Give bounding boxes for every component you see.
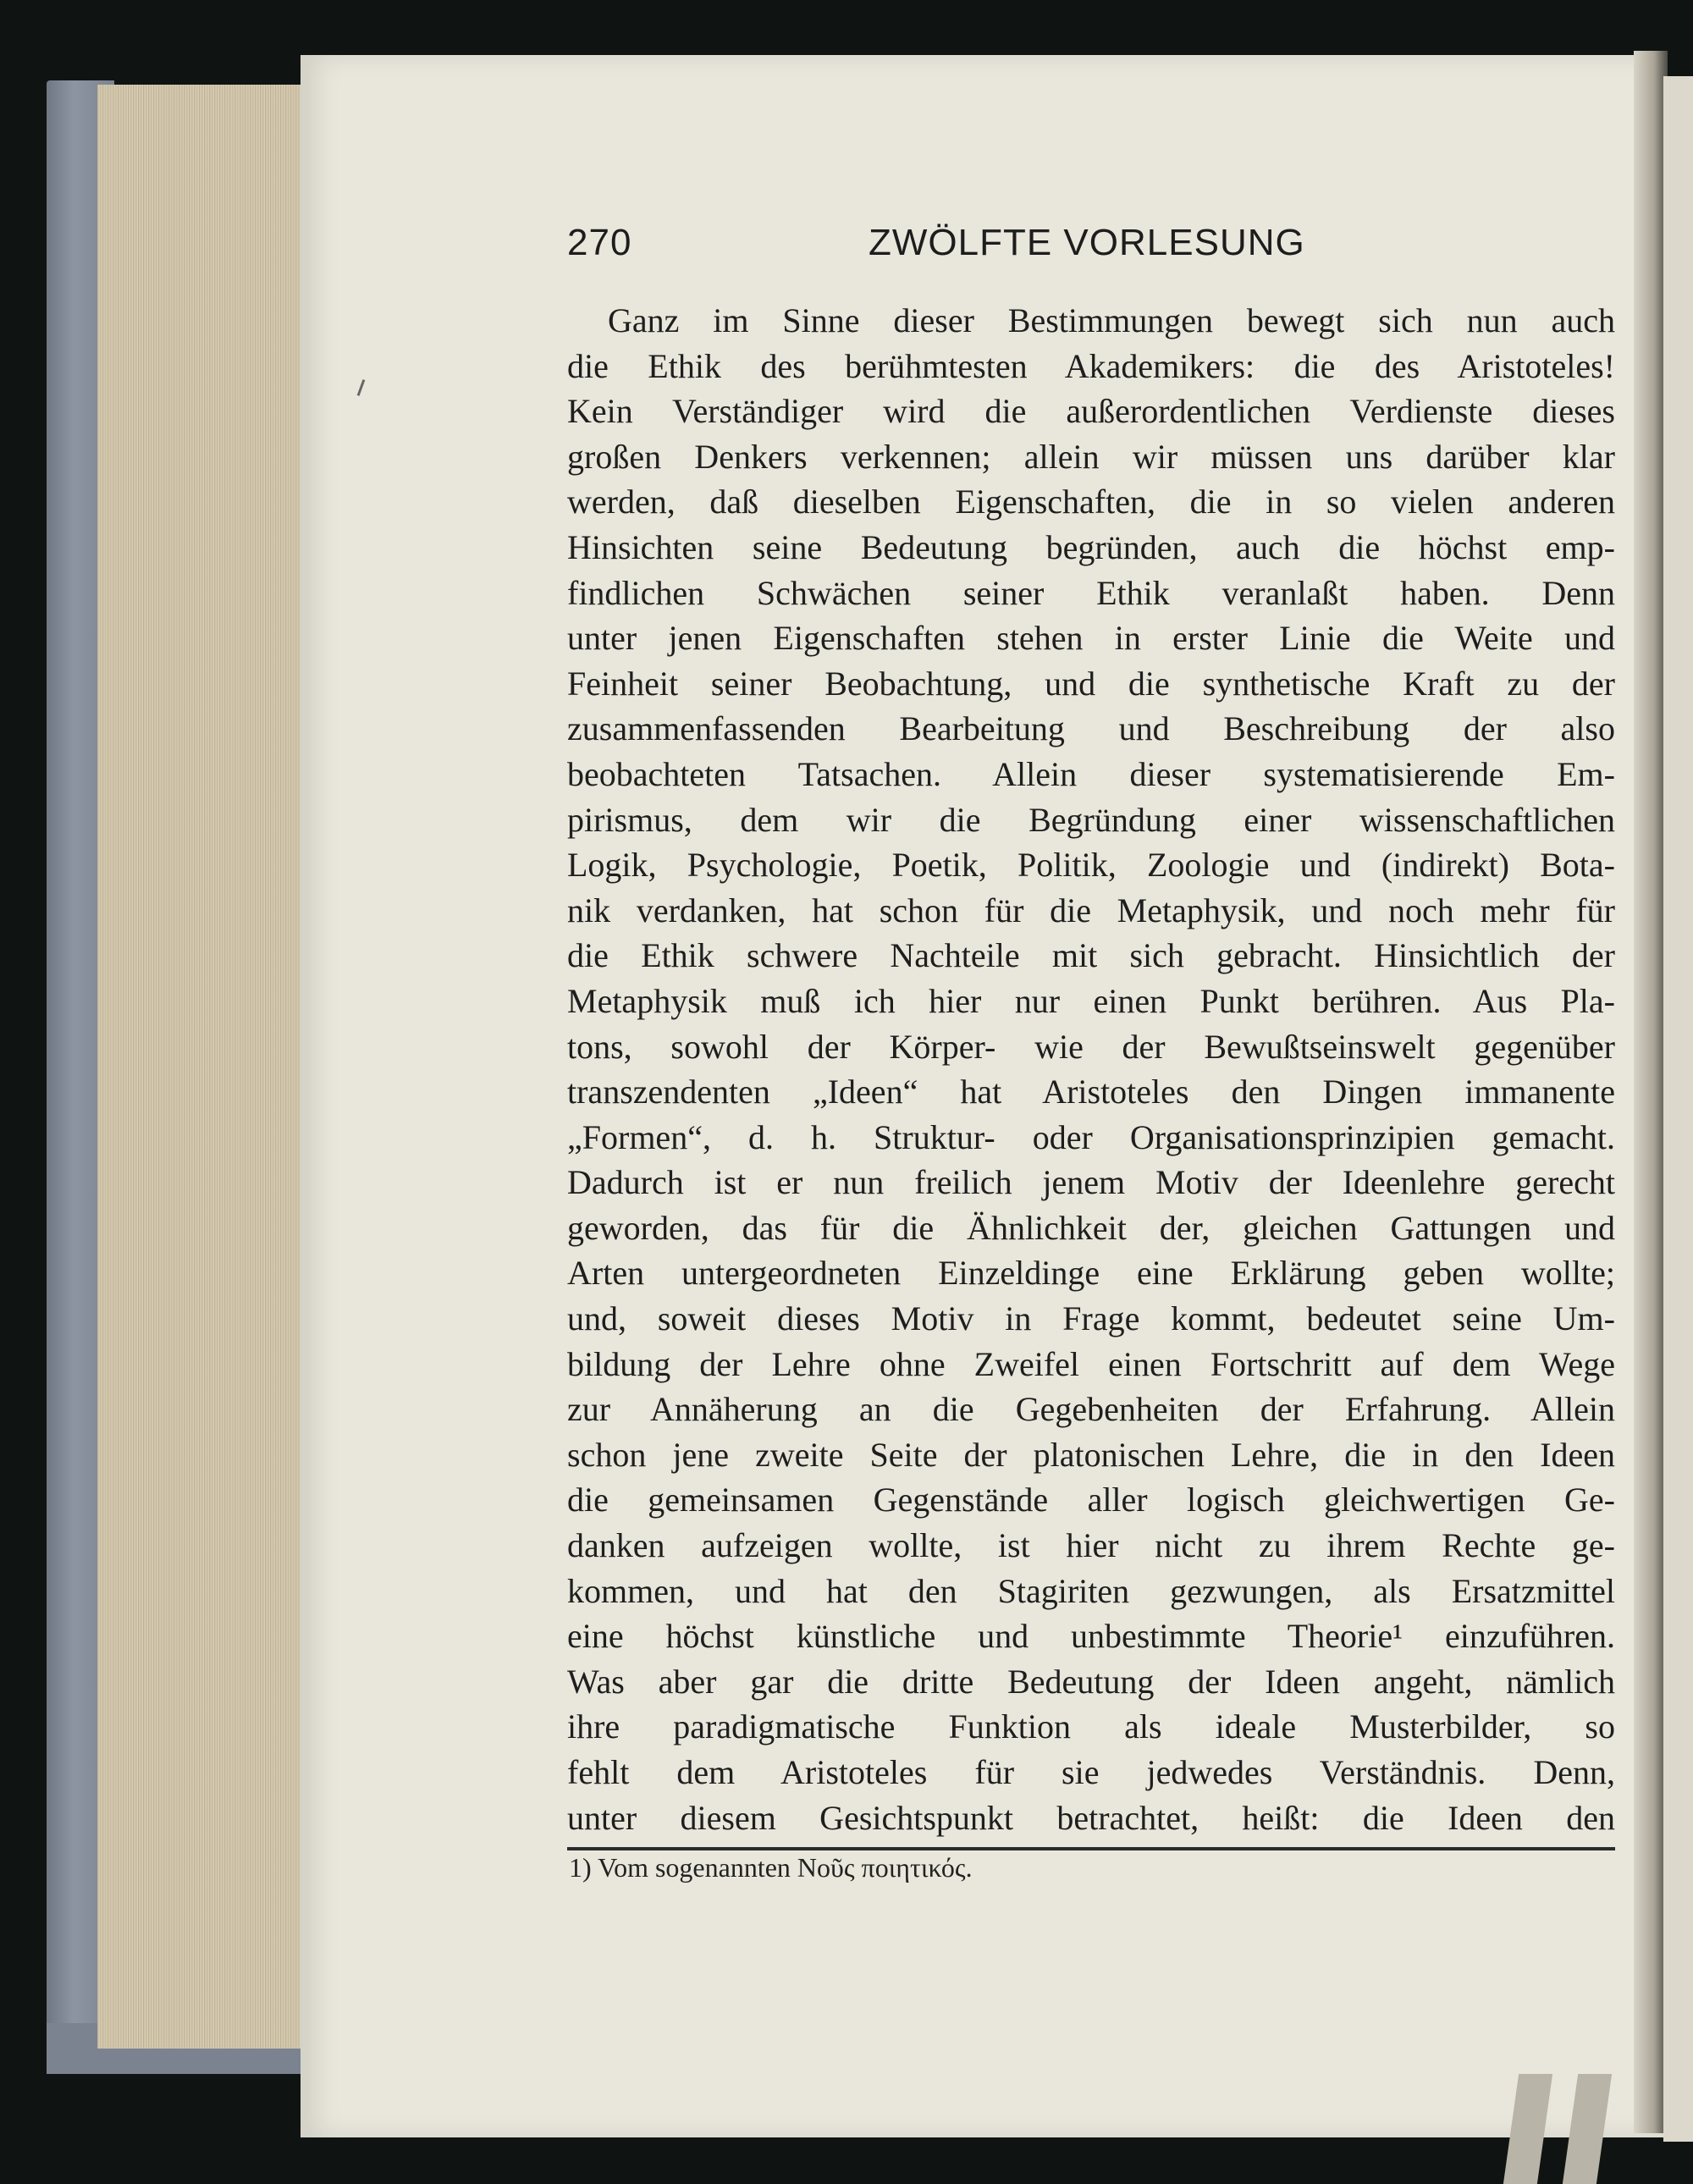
text-line: unter jenen Eigenschaften stehen in erster Linie die Weite und <box>567 619 1615 658</box>
text-line: Arten untergeordneten Einzeldinge eine Erklärung geben wollte; <box>567 1254 1615 1293</box>
text-line: transzendenten „Ideen“ hat Aristoteles den Dingen immanente <box>567 1073 1615 1111</box>
page-number: 270 <box>567 222 632 263</box>
text-line: schon jene zweite Seite der platonischen Lehre, die in den Ideen <box>567 1435 1615 1474</box>
footnote-marker: 1) <box>569 1852 592 1883</box>
text-line: Ganz im Sinne dieser Bestimmungen bewegt sich nun auch <box>608 301 1615 339</box>
text-line: die gemeinsamen Gegenstände aller logisch gleichwertigen Ge- <box>567 1481 1615 1519</box>
text-line: findlichen Schwächen seiner Ethik veranlaßt haben. Denn <box>567 573 1615 612</box>
text-line: beobachteten Tatsachen. Allein dieser systematisierende Em- <box>567 754 1615 793</box>
text-line: ihre paradigmatische Funktion als ideale Musterbilder, so <box>567 1707 1615 1746</box>
text-line: die Ethik des berühmtesten Akademikers: die des Aristoteles! <box>567 346 1615 385</box>
text-line: tons, sowohl der Körper- wie der Bewußtseinswelt gegenüber <box>567 1027 1615 1066</box>
text-line: Kein Verständiger wird die außerordentlichen Verdienste dieses <box>567 392 1615 431</box>
facing-page-edge <box>1663 76 1693 2142</box>
page-edges <box>97 85 322 2049</box>
running-head-title: ZWÖLFTE VORLESUNG <box>869 222 1305 263</box>
text-line: Metaphysik muß ich hier nur einen Punkt berühren. Aus Pla- <box>567 981 1615 1020</box>
text-line: fehlt dem Aristoteles für sie jedwedes Verständnis. Denn, <box>567 1753 1615 1791</box>
page-gutter <box>1634 51 1668 2133</box>
text-line: Feinheit seiner Beobachtung, und die synthetische Kraft zu der <box>567 664 1615 703</box>
text-line: „Formen“, d. h. Struktur- oder Organisationsprinzipien gemacht. <box>567 1117 1615 1156</box>
body-text <box>567 298 1615 1840</box>
text-line: werden, daß dieselben Eigenschaften, die in so vielen anderen <box>567 483 1615 521</box>
text-line: kommen, und hat den Stagiriten gezwungen, als Ersatzmittel <box>567 1571 1615 1610</box>
text-line: großen Denkers verkennen; allein wir müssen uns darüber klar <box>567 437 1615 476</box>
footnote-rule <box>567 1847 1615 1850</box>
footnote-text: Vom sogenannten Νοῦς ποιητικός. <box>598 1852 973 1883</box>
text-line: pirismus, dem wir die Begründung einer wissenschaftlichen <box>567 800 1615 839</box>
text-line: zur Annäherung an die Gegebenheiten der Erfahrung. Allein <box>567 1390 1615 1429</box>
text-line: Was aber gar die dritte Bedeutung der Ideen angeht, nämlich <box>567 1662 1615 1701</box>
text-line: und, soweit dieses Motiv in Frage kommt, bedeutet seine Um- <box>567 1299 1615 1338</box>
text-line: die Ethik schwere Nachteile mit sich gebracht. Hinsichtlich der <box>567 936 1615 975</box>
text-line: eine höchst künstliche und unbestimmte Theorie¹ einzuführen. <box>567 1617 1615 1656</box>
text-line: danken aufzeigen wollte, ist hier nicht zu ihrem Rechte ge- <box>567 1526 1615 1565</box>
text-line: Dadurch ist er nun freilich jenem Motiv der Ideenlehre gerecht <box>567 1163 1615 1202</box>
text-line: nik verdanken, hat schon für die Metaphysik, und noch mehr für <box>567 891 1615 929</box>
text-line: geworden, das für die Ähnlichkeit der, gleichen Gattungen und <box>567 1208 1615 1247</box>
text-line: unter diesem Gesichtspunkt betrachtet, heißt: die Ideen den <box>567 1798 1615 1837</box>
text-line: Hinsichten seine Bedeutung begründen, auch die höchst emp- <box>567 527 1615 566</box>
text-line: Logik, Psychologie, Poetik, Politik, Zoologie und (indirekt) Bota- <box>567 846 1615 885</box>
text-line: bildung der Lehre ohne Zweifel einen Fortschritt auf dem Wege <box>567 1344 1615 1383</box>
footnote <box>569 1852 973 1883</box>
page-header <box>567 222 1615 273</box>
text-line: zusammenfassenden Bearbeitung und Beschreibung der also <box>567 709 1615 748</box>
